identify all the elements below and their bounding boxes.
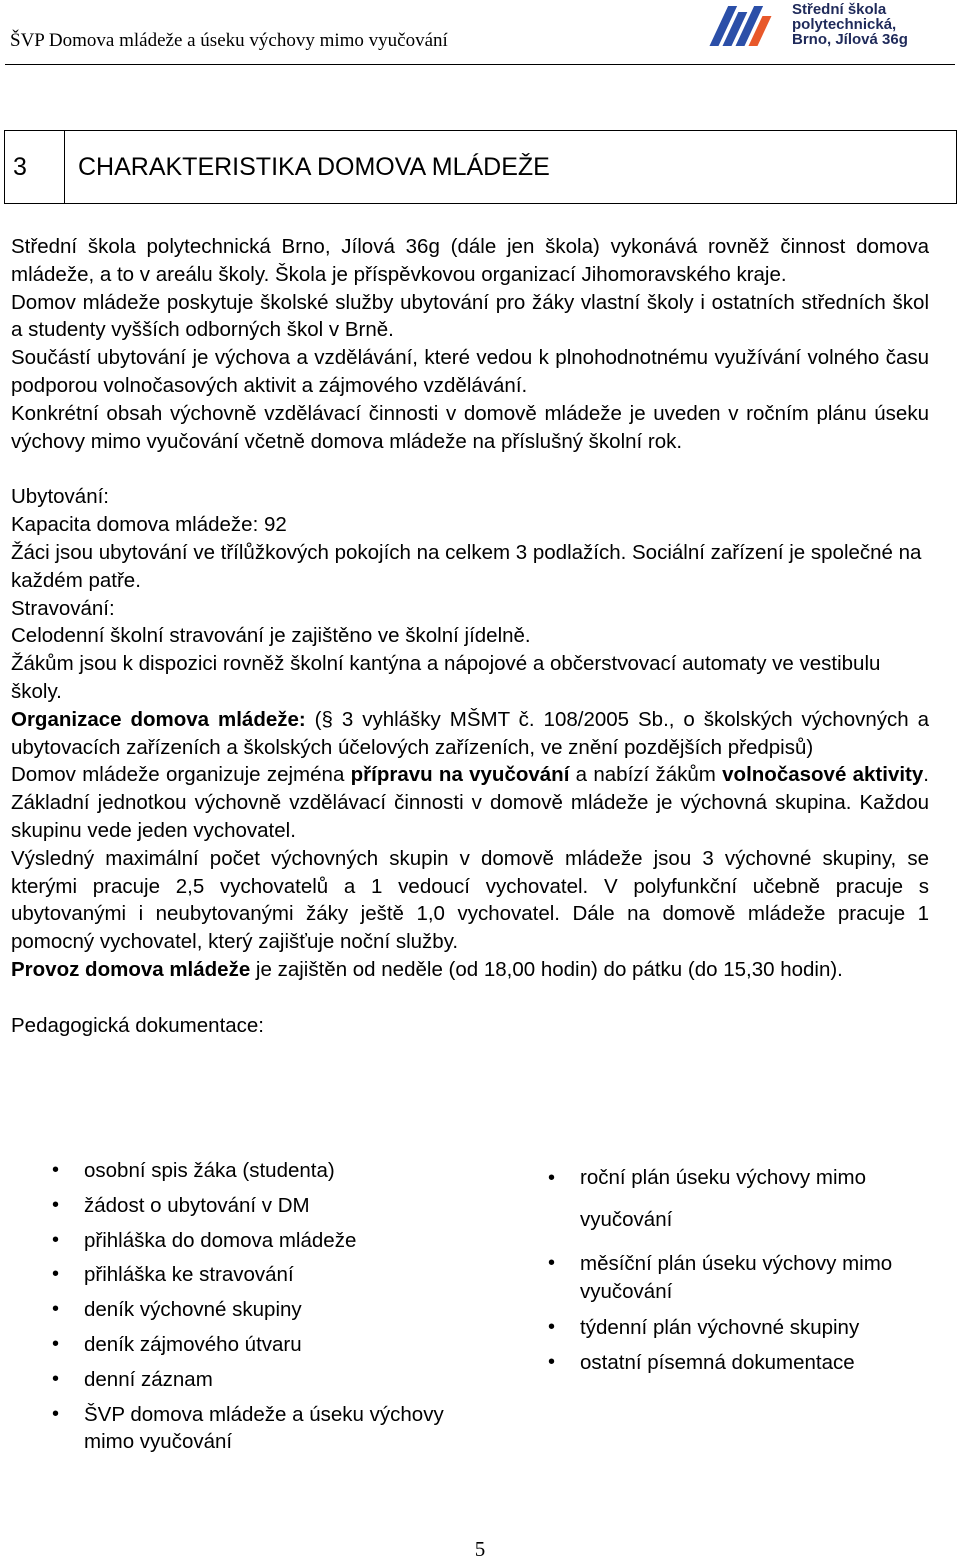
capacity-text: Kapacita domova mládeže: 92 [11, 513, 287, 537]
stravovani-line-1: Celodenní školní stravování je zajištěno ve školní jídelně. [11, 624, 531, 648]
stravovani-heading: Stravování: [11, 596, 115, 620]
chapter-heading [4, 130, 957, 204]
organizace-paragraph: Organizace domova mládeže: (§ 3 vyhlášky MŠMT č. 108/2005 Sb., o školských výchovných a ubytovacích zařízeních a školských účelových zařízeních, ve znění pozdějších předpisů) [11, 707, 930, 759]
rooms-text: Žáci jsou ubytování ve třílůžkových pokojích na celkem 3 podlažích. Sociální zařízení je společné na každém patře. [11, 540, 922, 592]
list-item: • žádost o ubytování v DM [14, 1192, 454, 1220]
school-logo [708, 2, 948, 50]
list-item: • týdenní plán výchovné skupiny [510, 1314, 930, 1342]
page-number: 5 [474, 1537, 486, 1561]
intro-paragraph-3: Součástí ubytování je výchova a vzdělávání, které vedou k plnohodnotnému využívání volného času podporou volnočasových aktivit a zájmového vzdělávání. [11, 346, 929, 397]
organizace-paragraph-2: Domov mládeže organizuje zejména přípravu na vyučování a nabízí žákům volnočasové aktivity. Základní jednotkou výchovně vzdělávací činnosti v domově mládeže je výchovná skupina. Každou skupinu vede jeden vychovatel. [11, 763, 929, 842]
organizace-heading: Organizace domova mládeže: [11, 707, 306, 731]
legal-reference: § 3 vyhlášky MŠMT č. 108/2005 Sb. [321, 707, 669, 731]
organizace-paragraph-3: Výsledný maximální počet výchovných skupin v domově mládeže jsou 3 výchovné skupiny, se kterými pracuje 2,5 vychovatelů a 1 vedoucí vychovatel. V polyfunkční učebně pracuje s ubytovanými i neubytovanými žáky ještě 1,0 vychovatel. Dále na domově mládeže pracuje 1 pomocný vychovatel, který zajišťuje noční služby. [11, 846, 929, 954]
main-content [11, 233, 929, 1040]
chapter-number: 3 [5, 131, 65, 203]
intro-paragraph-2: Domov mládeže poskytuje školské služby ubytování pro žáky vlastní školy i ostatních středních škol a studenty vyšších odborných škol v Brně. [11, 290, 929, 342]
chapter-title: CHARAKTERISTIKA DOMOVA MLÁDEŽE [78, 153, 550, 181]
header-title: ŠVP Domova mládeže a úseku výchovy mimo vyučování [10, 30, 448, 51]
list-item: • přihláška ke stravování [14, 1261, 454, 1289]
header-divider [5, 64, 955, 65]
intro-paragraph-4: Konkrétní obsah výchovně vzdělávací činnosti v domově mládeže je uveden v ročním plánu úseku výchovy mimo vyučování včetně domova mládeže na příslušný školní rok. [11, 401, 929, 453]
ubytovani-heading: Ubytování: [11, 485, 109, 509]
intro-paragraph-1: Střední škola polytechnická Brno, Jílová 36g (dále jen škola) vykonává rovněž činnost domova mládeže, a to v areálu školy. Škola je příspěvkovou organizací Jihomoravského kraje. [11, 235, 929, 286]
dokumentace-heading: Pedagogická dokumentace: [11, 1013, 265, 1037]
list-item: • roční plán úseku výchovy mimo vyučování [510, 1157, 930, 1241]
logo-icon [708, 2, 788, 50]
stravovani-line-2: Žákům jsou k dispozici rovněž školní kantýna a nápojové a občerstvovací automaty ve vestibulu školy. [11, 652, 881, 703]
list-item: • ŠVP domova mládeže a úseku výchovy mimo vyučování [14, 1401, 454, 1457]
dokumentace-list-right [510, 1157, 930, 1377]
list-item: • deník zájmového útvaru [14, 1331, 454, 1359]
dokumentace-list-left [14, 1157, 454, 1463]
logo-text: Střední škola polytechnická, Brno, Jílová 36g [792, 1, 908, 48]
list-item: • osobní spis žáka (studenta) [14, 1157, 454, 1185]
list-item: • měsíční plán úseku výchovy mimo vyučování [510, 1250, 930, 1306]
list-item: • ostatní písemná dokumentace [510, 1349, 930, 1377]
list-item: • denní záznam [14, 1366, 454, 1394]
list-item: • přihláška do domova mládeže [14, 1227, 454, 1255]
provoz-paragraph: Provoz domova mládeže je zajištěn od neděle (od 18,00 hodin) do pátku (do 15,30 hodin). [11, 957, 843, 981]
list-item: • deník výchovné skupiny [14, 1296, 454, 1324]
